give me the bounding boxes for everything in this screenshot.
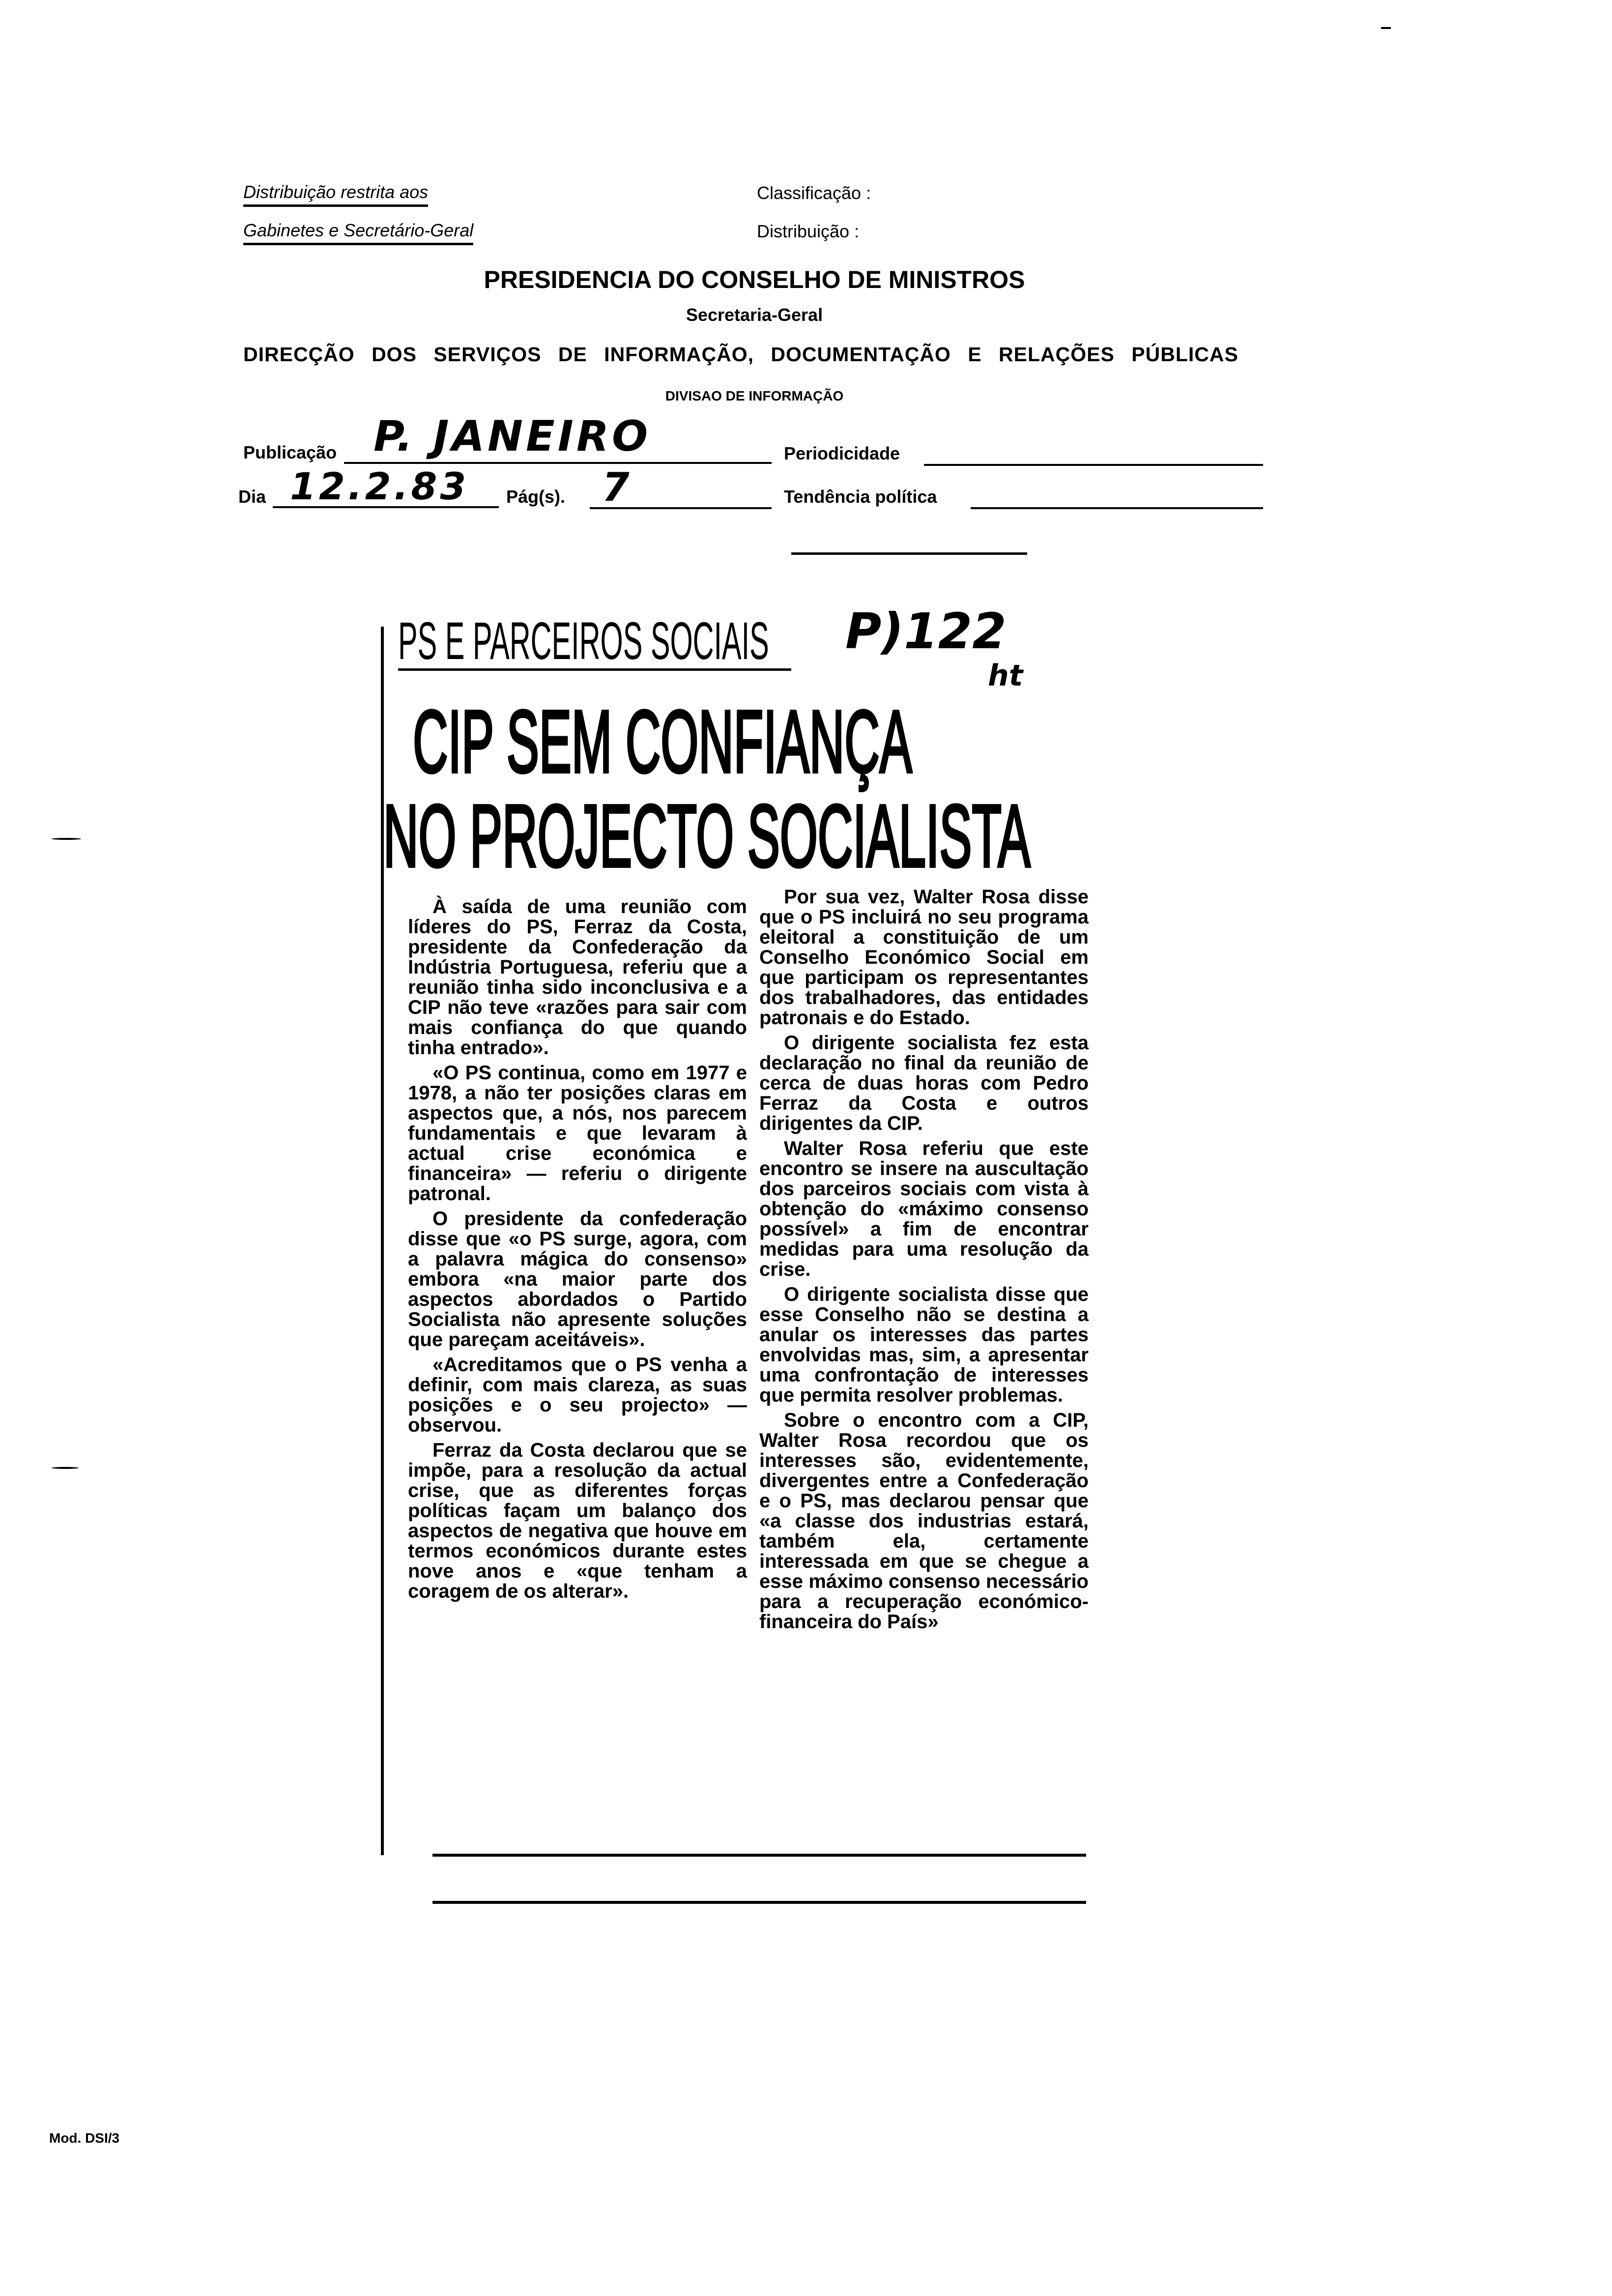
article-column-1 [408,897,747,1607]
day-value: 12.2.83 [290,464,469,508]
article-bottom-rule-1 [432,1854,1086,1857]
org-subtitle: Secretaria-Geral [686,305,823,325]
org-title: PRESIDENCIA DO CONSELHO DE MINISTROS [484,266,1025,293]
paragraph: Sobre o encontro com a CIP, Walter Rosa recordou que os interesses são, evidentemente, divergentes entre a Confederação e o PS, mas declarou pensar que «a classe dos industrias estará, também ela, certamente interessada em que se chegue a esse máximo consenso necessário para a recuperação económico-financeira do País» [759,1409,1089,1633]
headline-line2 [383,787,1042,886]
periodicity-label: Periodicidade [784,443,900,463]
article-kicker [398,611,791,671]
paragraph: Walter Rosa referiu que este encontro se insere na auscultação dos parceiros sociais com vista à obtenção do «máximo consenso possível» a fim de encontrar medidas para uma resolução da crise. [759,1138,1089,1280]
pages-value: 7 [602,464,633,510]
paragraph: O presidente da confederação disse que «o PS surge, agora, com a palavra mágica do consenso» embora «na maior parte dos aspectos abordados o Partido Socialista não apresente soluções que pareçam aceitáveis». [408,1208,747,1350]
distribution-label: Distribuição : [757,221,860,241]
headline-line1-text: CIP SEM CONFIANÇA [413,692,912,791]
handwritten-archive-note: P)122 [845,603,1007,660]
paragraph: «Acreditamos que o PS venha a definir, com mais clareza, as suas posições e o seu projecto» — observou. [408,1354,747,1436]
scan-mark [1381,27,1391,29]
political-tendency-field[interactable] [971,507,1263,509]
separator-line [791,552,1027,555]
restricted-distribution-line2: Gabinetes e Secretário-Geral [243,220,473,245]
paragraph: O dirigente socialista fez esta declaração no final da reunião de cerca de duas horas com Pedro Ferraz da Costa e outros dirigentes da CIP. [759,1032,1089,1134]
paragraph: Ferraz da Costa declarou que se impõe, para a resolução da actual crise, que as diferentes forças políticas façam um balanço dos aspectos de negativa que houve em termos económicos durante estes nove anos e «que tenham a coragem de os alterar». [408,1439,747,1602]
article-bottom-rule-2 [432,1901,1086,1904]
publication-value: P. JANEIRO [374,412,651,461]
day-label: Dia [238,487,266,507]
restricted-distribution-line1: Distribuição restrita aos [243,182,428,207]
directorate-title: DIRECÇÃO DOS SERVIÇOS DE INFORMAÇÃO, DOCUMENTAÇÃO E RELAÇÕES PÚBLICAS [243,343,1238,366]
punch-hole-mark [52,838,81,840]
headline-line1 [413,692,978,791]
paragraph: Por sua vez, Walter Rosa disse que o PS incluirá no seu programa eleitoral a constituição de um Conselho Económico Social em que participam os representantes dos trabalhadores, das entidades patronais e do Estado. [759,886,1089,1029]
headline-line2-text: NO PROJECTO SOCIALISTA [383,787,1031,886]
periodicity-field[interactable] [924,464,1263,466]
classification-label: Classificação : [757,183,871,203]
article-column-2 [759,887,1089,1637]
handwritten-archive-note-2: ht [988,659,1023,693]
publication-label: Publicação [243,442,337,462]
division-title: DIVISAO DE INFORMAÇÃO [665,388,844,403]
publication-field[interactable] [344,462,772,464]
paragraph: À saída de uma reunião com líderes do PS, Ferraz da Costa, presidente da Confederação da Indústria Portuguesa, referiu que a reunião tinha sido inconclusiva e a CIP não teve «razões para sair com mais confiança do que quando tinha entrado». [408,896,747,1059]
political-tendency-label: Tendência política [784,487,937,507]
paragraph: O dirigente socialista disse que esse Conselho não se destina a anular os interesses das partes envolvidas mas, sim, a apresentar uma confrontação de interesses que permita resolver problemas. [759,1284,1089,1406]
pages-label: Pág(s). [506,487,566,507]
punch-hole-mark [52,1467,79,1469]
form-code: Mod. DSI/3 [49,2130,120,2146]
paragraph: «O PS continua, como em 1977 e 1978, a não ter posições claras em aspectos que, a nós, nos parecem fundamentais e que levaram à actual crise económica e financeira» — referiu o dirigente patronal. [408,1062,747,1205]
kicker-text: PS E PARCEIROS SOCIAIS [398,611,769,670]
